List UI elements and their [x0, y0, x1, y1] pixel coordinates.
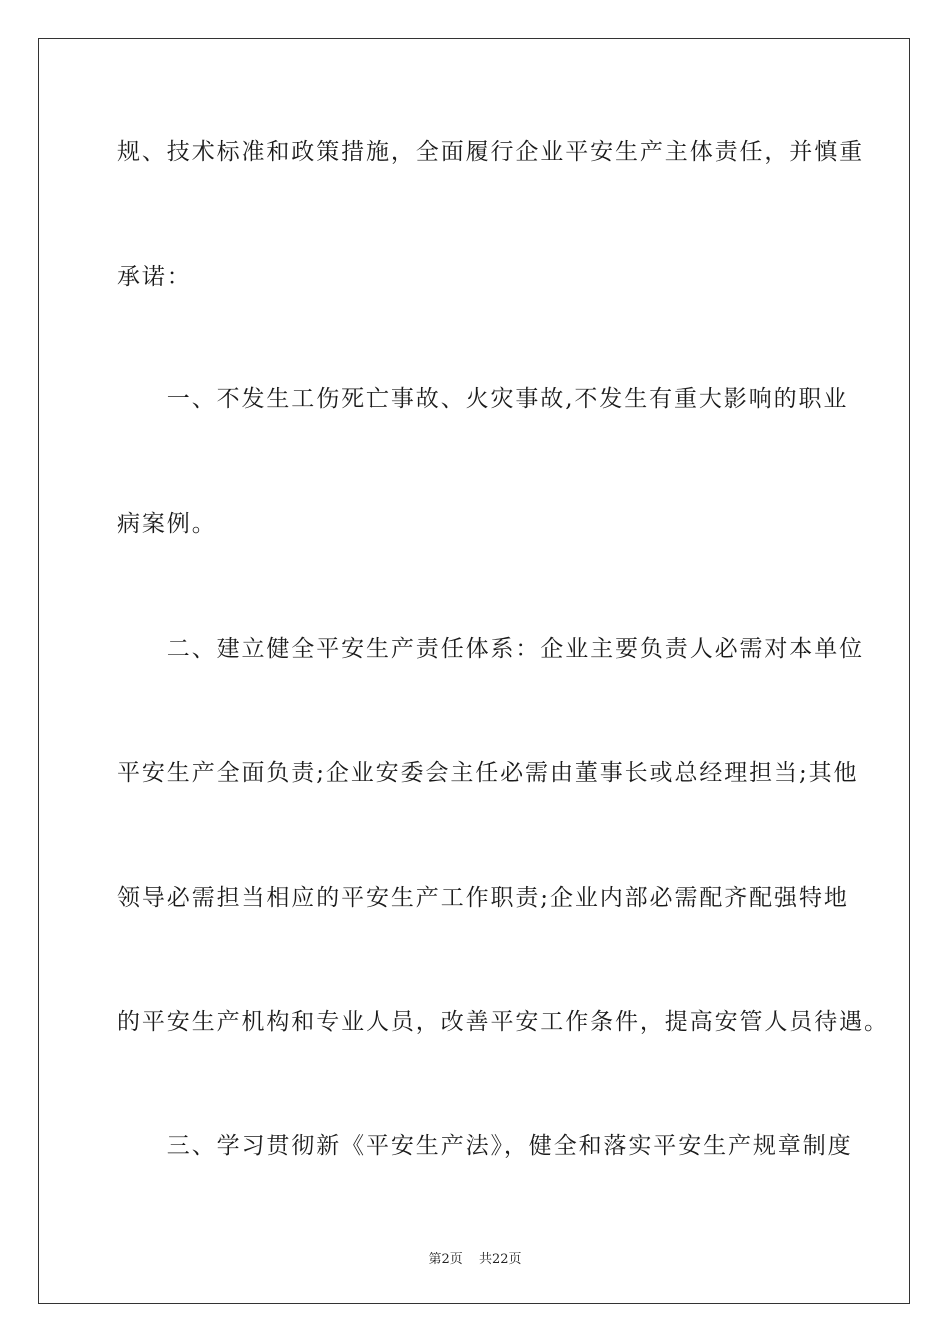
body-line-5: 二、建立健全平安生产责任体系：企业主要负责人必需对本单位	[117, 636, 864, 662]
page-number: 第2页	[428, 1252, 463, 1267]
page-border	[38, 38, 910, 1304]
page-footer	[0, 1248, 950, 1267]
body-line-6: 平安生产全面负责;企业安委会主任必需由董事长或总经理担当;其他	[117, 760, 859, 786]
body-line-9: 三、学习贯彻新《平安生产法》，健全和落实平安生产规章制度	[117, 1133, 853, 1159]
body-line-7: 领导必需担当相应的平安生产工作职责;企业内部必需配齐配强特地	[117, 885, 849, 911]
body-line-8: 的平安生产机构和专业人员，改善平安工作条件，提高安管人员待遇。	[117, 1009, 889, 1035]
body-line-1: 规、技术标准和政策措施，全面履行企业平安生产主体责任，并慎重	[117, 139, 864, 165]
body-line-2: 承诺：	[117, 264, 192, 290]
body-line-4: 病案例。	[117, 511, 217, 537]
page-total: 共22页	[478, 1252, 522, 1267]
body-line-3: 一、不发生工伤死亡事故、火灾事故,不发生有重大影响的职业	[117, 386, 849, 412]
